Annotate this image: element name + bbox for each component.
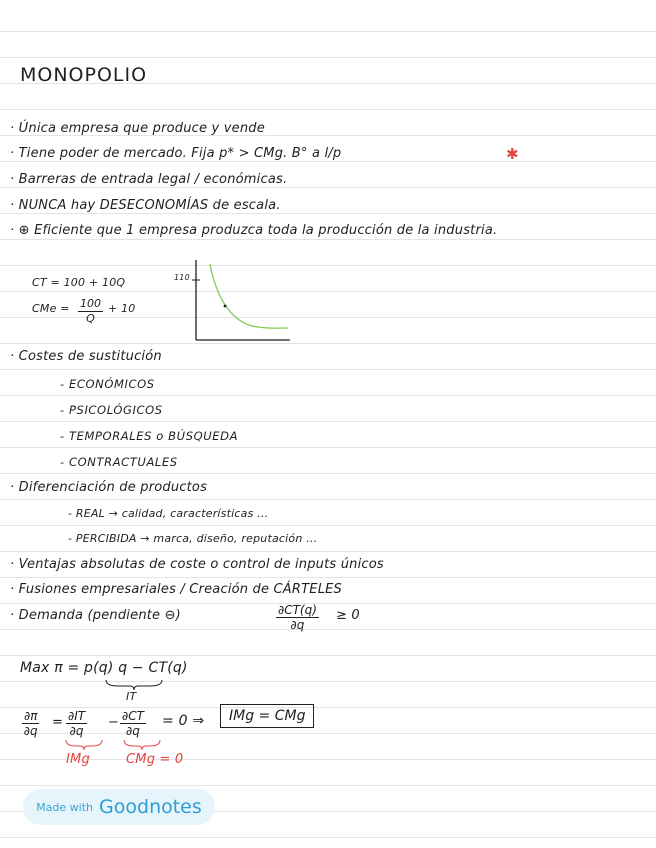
- cost-curve-graph: [190, 258, 294, 344]
- underbrace-it-label: IT: [126, 690, 137, 703]
- fraction-dpi-num: ∂π: [24, 709, 38, 723]
- costes-item-contractuales: - CONTRACTUALES: [60, 455, 178, 469]
- costes-heading: · Costes de sustitución: [10, 349, 162, 364]
- bullet-ventajas: · Ventajas absolutas de coste o control de inputs únicos: [10, 557, 384, 572]
- demanda-fraction-num: ∂CT(q): [278, 603, 317, 617]
- demanda-rest: ≥ 0: [336, 608, 360, 623]
- page-title: MONOPOLIO: [20, 64, 148, 86]
- cme-curve: [210, 264, 288, 328]
- red-cmg-label: CMg = 0: [126, 752, 184, 767]
- bullet-poder: · Tiene poder de mercado. Fija p* > CMg. B° a l/p: [10, 146, 342, 161]
- cme-label: CMe =: [32, 302, 70, 315]
- bullet-fusiones: · Fusiones empresariales / Creación de CÁRTELES: [10, 582, 343, 597]
- demanda-fraction: [276, 603, 319, 632]
- fraction-dit-dq: [66, 709, 87, 738]
- diferenciacion-heading: · Diferenciación de productos: [10, 480, 208, 495]
- badge-made-with: Made with: [36, 800, 94, 814]
- cme-fraction-num: 100: [80, 297, 101, 310]
- red-underbraces: [62, 738, 182, 752]
- diferenciacion-item-real: - REAL → calidad, características ...: [68, 507, 269, 520]
- costes-item-psicologicos: - PSICOLÓGICOS: [60, 403, 163, 417]
- fraction-dit-den: ∂q: [69, 724, 84, 738]
- fraction-dpi-den: ∂q: [23, 724, 38, 738]
- star-icon: ✱: [506, 145, 519, 163]
- goodnotes-badge[interactable]: [23, 789, 215, 825]
- cme-rest: + 10: [108, 302, 136, 315]
- curve-point: [224, 305, 227, 308]
- equals-sign: =: [52, 715, 64, 730]
- bullet-barreras: · Barreras de entrada legal / económicas.: [10, 172, 288, 187]
- bullet-unica: · Única empresa que produce y vende: [10, 121, 265, 136]
- graph-y-tick: 110: [174, 273, 190, 282]
- minus-sign: −: [108, 715, 120, 730]
- fraction-dit-num: ∂IT: [68, 709, 86, 723]
- red-img-label: IMg: [66, 752, 90, 767]
- cme-fraction-den: Q: [86, 312, 95, 325]
- costes-item-economicos: - ECONÓMICOS: [60, 377, 155, 391]
- fraction-dct-num: ∂CT: [122, 709, 144, 723]
- costes-item-temporales: - TEMPORALES o BÚSQUEDA: [60, 429, 239, 443]
- cme-fraction: [78, 297, 103, 326]
- demanda-fraction-den: ∂q: [290, 618, 305, 632]
- max-profit-equation: Max π = p(q) q − CT(q): [20, 660, 188, 676]
- demanda-text: · Demanda (pendiente ⊖): [10, 608, 181, 623]
- fraction-dpi-dq: [22, 709, 39, 738]
- badge-brand: Goodnotes: [99, 796, 202, 818]
- fraction-dct-dq: [120, 709, 146, 738]
- ct-equation: CT = 100 + 10Q: [32, 276, 126, 289]
- fraction-dct-den: ∂q: [126, 724, 140, 738]
- bullet-eficiente: · ⊕ Eficiente que 1 empresa produzca toda la producción de la industria.: [10, 223, 498, 238]
- equals-zero-implies: = 0 ⇒: [162, 713, 205, 729]
- boxed-result: IMg = CMg: [220, 704, 314, 728]
- diferenciacion-item-percibida: - PERCIBIDA → marca, diseño, reputación ...: [68, 532, 318, 545]
- bullet-nunca: · NUNCA hay DESECONOMÍAS de escala.: [10, 198, 281, 213]
